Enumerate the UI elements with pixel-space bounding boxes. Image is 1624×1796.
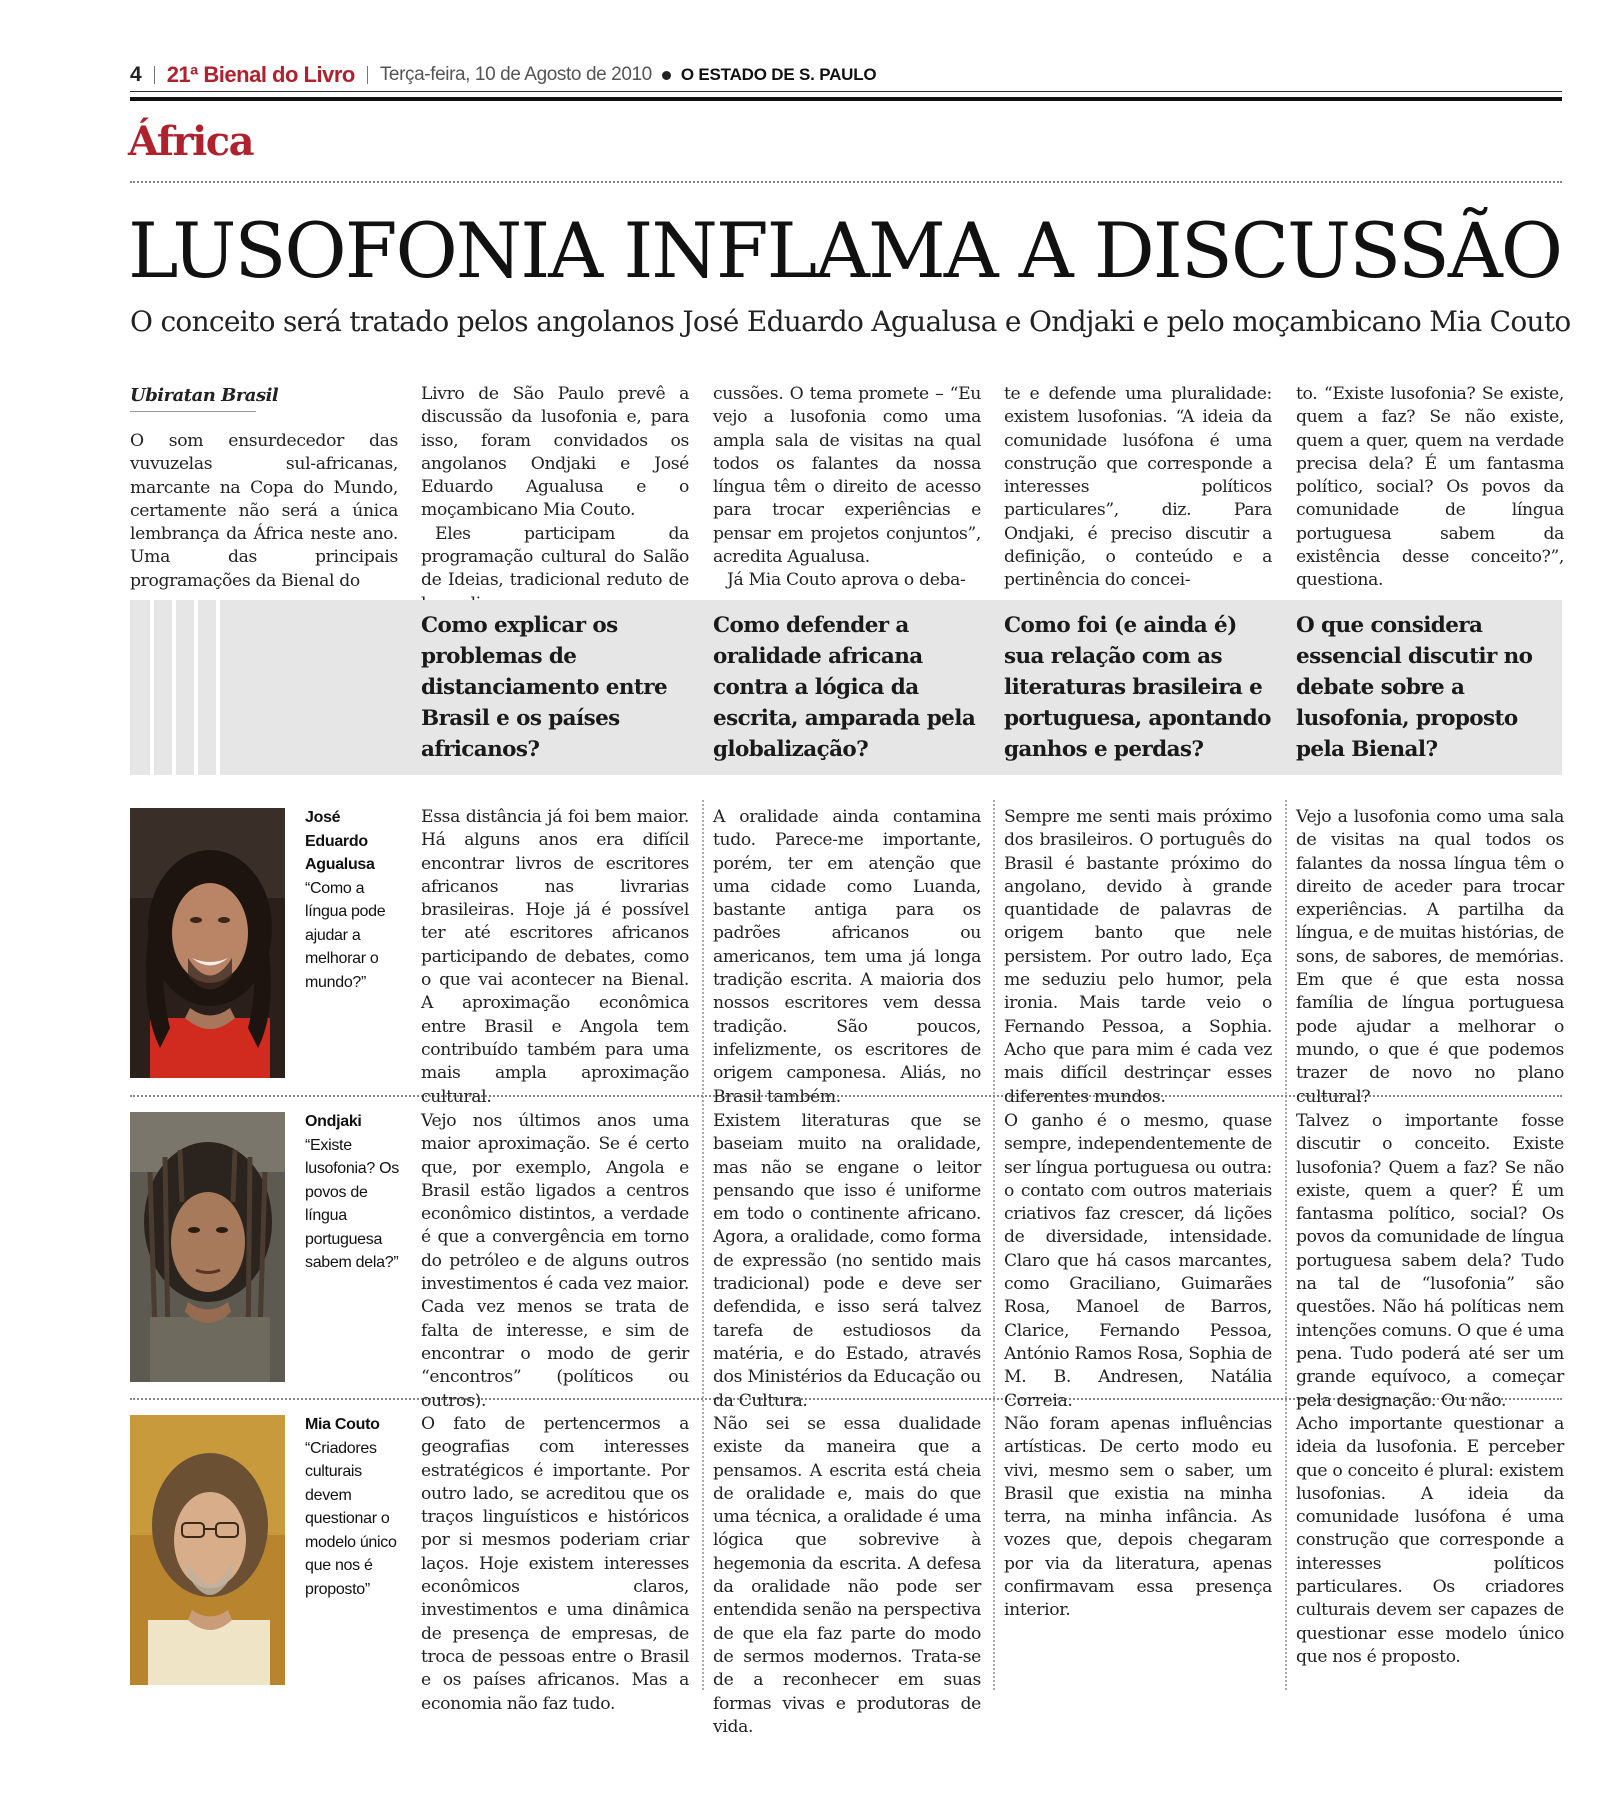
- newspaper-name: O ESTADO DE S. PAULO: [680, 65, 877, 84]
- article-column-4: [1004, 383, 1272, 593]
- bullet-dot: [662, 71, 671, 80]
- article-paragraph: O som ensurdecedor das vuvuzelas sul-africanas, marcante na Copa do Mundo, certamente não será a única lembrança da África neste ano. Uma das principais programações da Bienal do: [130, 431, 398, 591]
- column-divider: [993, 800, 995, 1690]
- band-stripe: [216, 600, 220, 775]
- masthead: [130, 60, 1562, 90]
- article-paragraph: te e defende uma pluralidade: existem lusofonias. “A ideia da comunidade lusófona é uma construção que corresponde a interesses políticos particulares”, diz. Para Ondjaki, é preciso discutir a definição, o conteúdo e a pertinência do concei-: [1004, 384, 1272, 591]
- headline: LUSOFONIA INFLAMA A DISCUSSÃO: [128, 206, 1562, 295]
- question-4: O que considera essencial discutir no debate sobre a lusofonia, proposto pela Bienal?: [1296, 613, 1533, 762]
- question-2: Como defender a oralidade africana contra a lógica da escrita, amparada pela globalização?: [713, 613, 976, 762]
- interviewee-caption-ondjaki: [305, 1110, 405, 1275]
- masthead-rule-thick: [130, 97, 1562, 101]
- portrait-photo-ondjaki: [130, 1112, 285, 1382]
- answer-mia-couto-q2: Não sei se essa dualidade existe da maneira que a pensamos. A escrita está cheia de oralidade e, mais do que uma técnica, a oralidade é uma lógica que sobrevive à hegemonia da escrita. A defesa da oralidade não pode ser entendida senão na perspectiva de que ela faz parte do modo de sermos modernos. Trata-se de a reconhecer em suas formas vivas e produtoras de vida.: [713, 1414, 981, 1737]
- answer-ondjaki-q3: O ganho é o mesmo, quase sempre, independentemente de ser língua portuguesa ou outra: o contato com outros materiais criativos faz crescer, dá lições de diversidade, intensidade. Claro que há casos marcantes, como Graciliano, Guimarães Rosa, Manoel de Barros, Clarice, Fernando Pessoa, António Ramos Rosa, Sophia de M. B. Andresen, Natália Correia.: [1004, 1111, 1272, 1411]
- article-paragraph: Eles participam da programação cultural do Salão de Ideias, tradicional reduto de: [421, 523, 689, 591]
- portrait-photo-mia-couto: [130, 1415, 285, 1685]
- answer-agualusa-q1: Essa distância já foi bem maior. Há alguns anos era difícil encontrar livros de escritores africanos nas livrarias brasileiras. Hoje já é possível ter até escritores africanos participando de debates, como o que vai acontecer na Bienal. A aproximação econômica entre Brasil e Angola tem contribuído também para uma mais ampla aproximação cultural.: [421, 807, 689, 1107]
- interviewee-name: José Eduardo Agualusa: [305, 809, 375, 873]
- article-column-2: [421, 383, 689, 616]
- band-stripe: [150, 600, 154, 775]
- interviewee-quote: “Como a língua pode ajudar a melhorar o mundo?”: [305, 879, 386, 991]
- article-paragraph: to. “Existe lusofonia? Se existe, quem a faz? Se não existe, quem a quer, quem na verdade precisa dela? É um fantasma político, social? Os povos da comunidade de língua portuguesa sabem da existência desse conceito?”, questiona.: [1296, 384, 1564, 591]
- subheadline: O conceito será tratado pelos angolanos José Eduardo Agualusa e Ondjaki e pelo moçambicano Mia Couto: [130, 305, 1571, 338]
- answer-agualusa-q3: Sempre me senti mais próximo dos brasileiros. O português do Brasil é bastante próximo do angolano, devido à grande quantidade de palavras de origem banto que nele persistem. Por outro lado, Eça me seduziu pelo humor, pela ironia. Mais tarde veio o Fernando Pessoa, a Sophia. Acho que para mim é cada vez mais difícil destrinçar esses diferentes mundos.: [1004, 807, 1272, 1107]
- article-paragraph: cussões. O tema promete – “Eu vejo a lusofonia como uma ampla sala de visitas na qual todos os falantes da nossa língua têm o direito de acesso para trocar experiências e pensar em projetos conjuntos”, acredita Agualusa.: [713, 384, 981, 568]
- masthead-rule-thin: [130, 91, 1562, 92]
- answer-agualusa-q4: Vejo a lusofonia como uma sala de visitas na qual todos os falantes da nossa língua têm o direito de aceder para trocar experiências. A partilha da língua, e de muitas histórias, de sons, de sabores, de memórias. Em que é que esta nossa família de língua portuguesa pode ajudar a melhorar o mundo, o que é que podemos trazer de novo no plano cultural?: [1296, 807, 1564, 1107]
- column-divider: [1285, 800, 1287, 1690]
- byline: Ubiratan Brasil: [130, 385, 279, 406]
- column-divider: [702, 800, 704, 1690]
- section-kicker: África: [128, 118, 254, 165]
- section-name: 21ª Bienal do Livro: [166, 62, 355, 87]
- interviewee-caption-agualusa: [305, 806, 405, 994]
- question-3: Como foi (e ainda é) sua relação com as literaturas brasileira e portuguesa, apontando ganhos e perdas?: [1004, 613, 1271, 762]
- issue-date: Terça-feira, 10 de Agosto de 2010: [379, 64, 652, 85]
- portrait-image: [130, 1415, 285, 1685]
- article-column-3: [713, 383, 981, 593]
- masthead-separator: [154, 66, 155, 84]
- answer-mia-couto-q3: Não foram apenas influências artísticas. De certo modo eu vivi, mesmo sem o saber, um Brasil que existia na minha terra, na minha infância. As vozes que, depois chegaram por via da literatura, apenas confirmavam essa presença interior.: [1004, 1414, 1272, 1621]
- kicker-divider: [130, 181, 1562, 183]
- band-stripe: [172, 600, 176, 775]
- masthead-separator: [367, 66, 368, 84]
- answer-ondjaki-q1: Vejo nos últimos anos uma maior aproximação. Se é certo que, por exemplo, Angola e Brasil estão ligados a centros econômico distintos, a verdade é que a convergência em torno do petróleo e de alguns outros investimentos é cada vez maior. Cada vez menos se trata de falta de interesse, e sim de encontrar o modo de gerir “encontros” (políticos ou outros).: [421, 1111, 689, 1411]
- page-number: 4: [130, 63, 142, 86]
- interviewee-name: Ondjaki: [305, 1113, 362, 1130]
- article-paragraph: Já Mia Couto aprova o deba-: [727, 570, 966, 591]
- interviewee-quote: “Existe lusofonia? Os povos de língua portuguesa sabem dela?”: [305, 1136, 399, 1271]
- portrait-photo-agualusa: [130, 808, 285, 1078]
- question-1: Como explicar os problemas de distanciamento entre Brasil e os países africanos?: [421, 613, 668, 762]
- article-column-1: [130, 430, 398, 593]
- answer-ondjaki-q4: Talvez o importante fosse discutir o conceito. Existe lusofonia? Quem a faz? Se não existe, quem a quer? É um fantasma político, social? Os povos da comunidade de língua portuguesa sabem dela? Tudo na tal de “lusofonia” são questões. Não há políticas nem intenções comuns. O que é uma pena. Tudo poderá até ser um grande equívoco, a começar pela designação. Ou não.: [1296, 1111, 1564, 1411]
- answer-ondjaki-q2: Existem literaturas que se baseiam muito na oralidade, mas não se engane o leitor pensando que isso é uniforme em todo o continente africano. Agora, a oralidade, como forma de expressão (no sentido mais tradicional) pode e deve ser defendida, e isso será talvez tarefa de estudiosos da matéria, e do Estado, através dos Ministérios da Educação ou da Cultura.: [713, 1111, 981, 1411]
- article-paragraph: Livro de São Paulo prevê a discussão da lusofonia e, para isso, foram convidados os angolanos Ondjaki e José Eduardo Agualusa e o moçambicano Mia Couto.: [421, 384, 689, 521]
- interviewee-quote: “Criadores culturais devem questionar o modelo único que nos é proposto”: [305, 1439, 397, 1598]
- band-stripe: [194, 600, 198, 775]
- article-column-5: [1296, 383, 1564, 593]
- answer-mia-couto-q4: Acho importante questionar a ideia da lusofonia. E perceber que o conceito é plural: existem lusofonias. A ideia da comunidade lusófona é uma construção que corresponde a interesses políticos particulares. Os criadores culturais devem ser capazes de questionar esse modelo único que nos é proposto.: [1296, 1414, 1564, 1667]
- interviewee-caption-mia-couto: [305, 1413, 405, 1601]
- byline-rule: [130, 411, 256, 412]
- answer-mia-couto-q1: O fato de pertencermos a geografias com interesses estratégicos é importante. Por outro lado, se acreditou que os traços linguísticos e históricos por si mesmos poderiam criar laços. Hoje existem interesses econômicos claros, investimentos e uma dinâmica de presença de empresas, de troca de pessoas entre o Brasil e os países africanos. Mas a economia não faz tudo.: [421, 1414, 689, 1714]
- interviewee-name: Mia Couto: [305, 1416, 380, 1433]
- portrait-image: [130, 1112, 285, 1382]
- portrait-image: [130, 808, 285, 1078]
- answer-agualusa-q2: A oralidade ainda contamina tudo. Parece-me importante, porém, ter em atenção que uma cidade como Luanda, bastante antiga para os padrões africanos ou americanos, tem uma já longa tradição escrita. A maioria dos nossos escritores vem dessa tradição. São poucos, infelizmente, os escritores de origem camponesa. Aliás, no Brasil também.: [713, 807, 981, 1107]
